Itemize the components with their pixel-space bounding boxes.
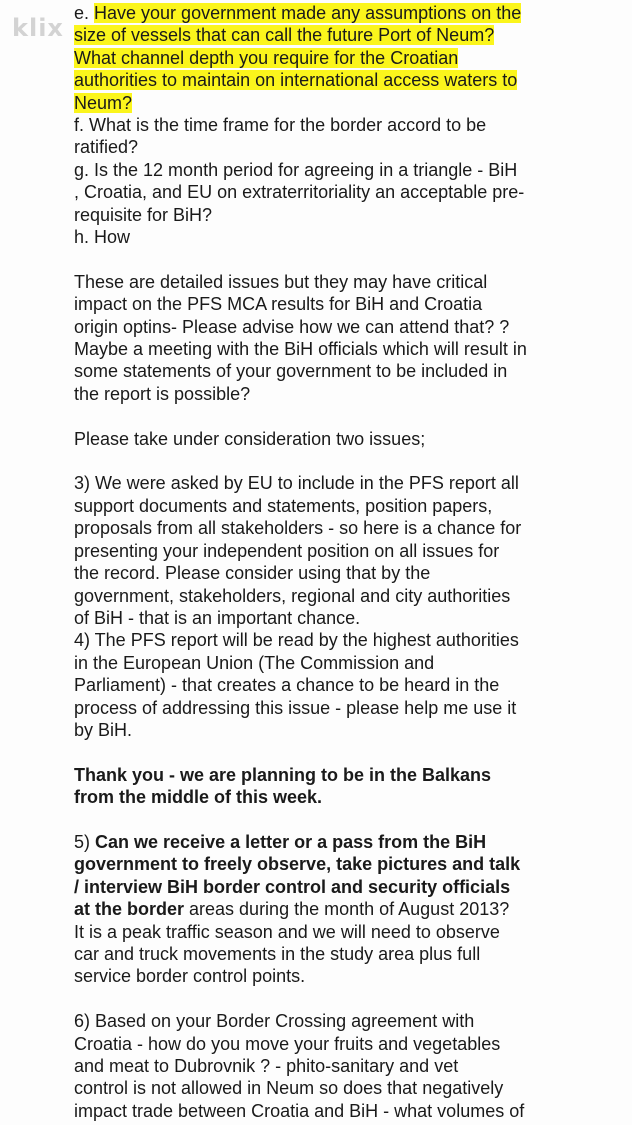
body-text: presenting your independent position on all issues for [74,540,500,561]
paragraph-gap [74,450,574,472]
text-line [74,338,574,360]
body-text: and meat to Dubrovnik ? - phito-sanitary and vet [74,1056,459,1076]
body-text: some statements of your government to be included in [74,361,508,382]
body-text: origin optins- Please advise how we can attend that? ? [74,316,510,337]
klix-watermark-logo: klix [12,14,64,42]
body-text: It is a peak traffic season and we will need to observe [74,921,500,942]
text-line [74,943,574,965]
text-line [74,136,574,158]
body-text: 3) We were asked by EU to include in the PFS report all [74,473,519,494]
highlighted-text: authorities to maintain on international access waters to [74,70,518,91]
body-text: h. How [74,227,131,248]
body-text: requisite for BiH? [74,204,213,225]
text-line [74,876,574,898]
text-line [74,69,574,91]
text-line [74,383,574,405]
text-line [74,607,574,629]
text-line [74,360,574,382]
text-line [74,204,574,226]
text-line [74,652,574,674]
body-text: ratified? [74,137,139,158]
text-line [74,853,574,875]
text-line [74,629,574,651]
bold-text: Thank you - we are planning to be in the Balkans [74,764,492,785]
body-text: , Croatia, and EU on extraterritoriality an acceptable pre- [74,182,525,203]
text-line [74,965,574,987]
highlighted-text: size of vessels that can call the future Port of Neum? [74,25,495,46]
body-text: impact trade between Croatia and BiH - what volumes of [74,1100,525,1121]
bold-text: at the border [74,899,185,920]
paragraph-gap [74,248,574,270]
text-line [74,1077,574,1099]
body-text: 6) Based on your Border Crossing agreement with [74,1011,475,1032]
text-line [74,159,574,181]
text-line [74,226,574,248]
body-text: f. What is the time frame for the border accord to be [74,115,487,136]
text-line [74,1055,574,1077]
text-line [74,921,574,943]
paragraph-gap [74,405,574,427]
body-text: by BiH. [74,719,133,740]
body-text: g. Is the 12 month period for agreeing in a triangle - BiH [74,159,518,180]
text-line [74,181,574,203]
text-line [74,1010,574,1032]
text-line [74,92,574,114]
body-text: the record. Please consider using that by the [74,563,431,584]
body-text: areas during the month of August 2013? [184,899,510,920]
bold-text: / interview BiH border control and security officials [74,876,511,897]
paragraph-gap [74,809,574,831]
text-line [74,540,574,562]
text-line [74,831,574,853]
text-line [74,271,574,293]
bold-text: government to freely observe, take pictures and talk [74,854,521,875]
text-line [74,293,574,315]
body-text: process of addressing this issue - please help me use it [74,697,517,718]
body-text: These are detailed issues but they may have critical [74,271,488,292]
body-text: service border control points. [74,966,306,987]
text-line [74,1100,574,1122]
highlighted-text: What channel depth you require for the Croatian [74,47,459,68]
body-text: proposals from all stakeholders - so here is a chance for [74,518,522,539]
body-text: Maybe a meeting with the BiH officials which will result in [74,339,527,360]
text-line [74,428,574,450]
bold-text: Can we receive a letter or a pass from the BiH [95,831,487,852]
text-line [74,585,574,607]
text-line [74,47,574,69]
text-line [74,472,574,494]
body-text: in the European Union (The Commission and [74,652,435,673]
text-line [74,24,574,46]
text-line [74,719,574,741]
text-line [74,2,574,24]
highlighted-text: Have your government made any assumptions on the [94,3,522,23]
body-text: impact on the PFS MCA results for BiH and Croatia [74,294,483,315]
text-line [74,786,574,808]
body-text: car and truck movements in the study area plus full [74,943,481,964]
text-line [74,114,574,136]
highlighted-text: Neum? [74,92,133,113]
body-text: Croatia - how do you move your fruits and vegetables [74,1033,501,1054]
text-line [74,1033,574,1055]
paragraph-gap [74,988,574,1010]
list-marker: e. [74,3,95,23]
body-text: 4) The PFS report will be read by the highest authorities [74,630,519,651]
paragraph-gap [74,741,574,763]
body-text: support documents and statements, position papers, [74,495,493,516]
text-line [74,562,574,584]
text-line [74,495,574,517]
text-line [74,898,574,920]
body-text: government, stakeholders, regional and city authorities [74,585,511,606]
body-text: control is not allowed in Neum so does that negatively [74,1078,504,1099]
list-marker: 5) [74,831,96,852]
body-text: Please take under consideration two issues; [74,428,426,449]
text-line [74,764,574,786]
bold-text: from the middle of this week. [74,787,323,808]
body-text: of BiH - that is an important chance. [74,607,361,628]
text-line [74,697,574,719]
text-line [74,674,574,696]
text-line [74,316,574,338]
text-line [74,517,574,539]
body-text: Parliament) - that creates a chance to be heard in the [74,675,500,696]
email-body-text [74,2,574,1122]
body-text: the report is possible? [74,383,251,404]
